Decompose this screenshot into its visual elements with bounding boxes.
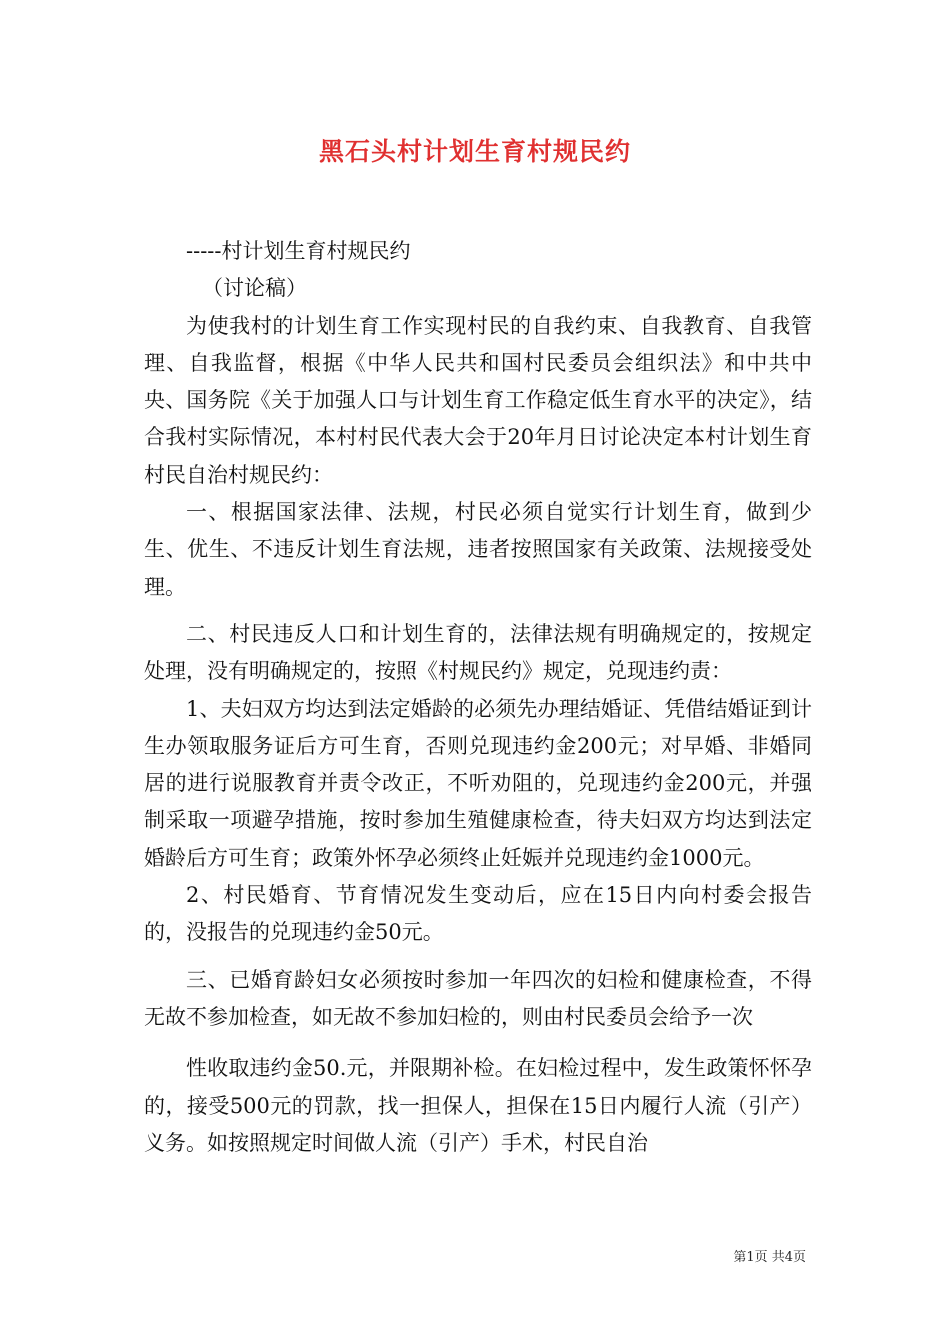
paragraph-intro: 为使我村的计划生育工作实现村民的自我约束、自我教育、自我管理、自我监督，根据《中华人民共和国村民委员会组织法》和中共中央、国务院《关于加强人口与计划生育工作稳定低生育水平的决定》，结合我村实际情况，本村村民代表大会于20年月日讨论决定本村计划生育村民自治村规民约： — [144, 313, 812, 487]
draft-note: （讨论稿） — [202, 276, 307, 301]
paragraph-article-2: 二、村民违反人口和计划生育的，法律法规有明确规定的，按规定处理，没有明确规定的，按照《村规民约》规定，兑现违约责： — [144, 621, 812, 684]
document-body — [144, 233, 812, 1162]
document-title: 黑石头村计划生育村规民约 — [318, 137, 631, 166]
page-number: 第1页 共4页 — [733, 1250, 806, 1265]
paragraph-item-2: 2、村民婚育、节育情况发生变动后，应在15日内向村委会报告的，没报告的兑现违约金50元。 — [144, 883, 812, 945]
paragraph-item-1: 1、夫妇双方均达到法定婚龄的必须先办理结婚证、凭借结婚证到计生办领取服务证后方可生育，否则兑现违约金200元；对早婚、非婚同居的进行说服教育并责令改正，不听劝阻的，兑现违约金200元，并强制采取一项避孕措施，按时参加生殖健康检查，待夫妇双方均达到法定婚龄后方可生育；政策外怀孕必须终止妊娠并兑现违约金1000元。 — [144, 696, 812, 870]
subtitle: -----村计划生育村规民约 — [186, 239, 411, 263]
paragraph-article-1: 一、根据国家法律、法规，村民必须自觉实行计划生育，做到少生、优生、不违反计划生育法规，违者按照国家有关政策、法规接受处理。 — [144, 500, 812, 599]
paragraph-article-3: 三、已婚育龄妇女必须按时参加一年四次的妇检和健康检查，不得无故不参加检查，如无故不参加妇检的，则由村民委员会给予一次 — [144, 967, 812, 1029]
paragraph-continuation: 性收取违约金50.元，并限期补检。在妇检过程中，发生政策怀怀孕的，接受500元的罚款，找一担保人，担保在15日内履行人流（引产）义务。如按照规定时间做人流（引产）手术，村民自治 — [144, 1056, 812, 1155]
